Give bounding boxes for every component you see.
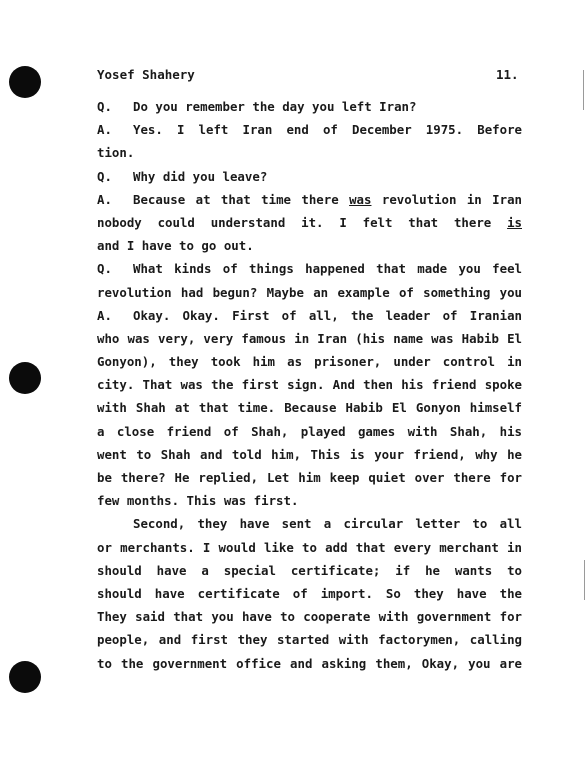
transcript-line: a close friend of Shah, played games with Shah, his: [97, 423, 522, 439]
transcript-line: Q. Do you remember the day you left Iran?: [97, 95, 522, 118]
transcript-line: revolution had begun? Maybe an example of something you: [97, 284, 522, 300]
transcript-line: to the government office and asking them, Okay, you are: [97, 655, 522, 671]
transcript-line: They said that you have to cooperate with government for: [97, 609, 522, 625]
transcript-line: Q. What kinds of things happened that made you feel: [97, 257, 522, 280]
scan-edge-mark: [584, 560, 585, 600]
speaker-label: A.: [97, 122, 112, 138]
transcript-line: tion.: [97, 145, 135, 161]
transcript-line: who was very, very famous in Iran (his name was Habib El: [97, 330, 522, 346]
transcript-line: A. Because at that time there was revolution in Iran: [97, 188, 522, 211]
speaker-label: A.: [97, 191, 112, 207]
binder-hole-top: [9, 66, 41, 98]
transcript-line: people, and first they started with factorymen, calling: [97, 632, 522, 648]
transcript-line: Q. Why did you leave?: [97, 165, 522, 188]
underlined-word: is: [507, 214, 522, 230]
transcript-line: and I have to go out.: [97, 238, 254, 254]
transcript-line: A. Yes. I left Iran end of December 1975. Before: [97, 118, 522, 141]
transcript-line: or merchants. I would like to add that every merchant in: [97, 539, 522, 555]
scan-edge-mark: [583, 70, 584, 110]
transcript-line: with Shah at that time. Because Habib El Gonyon himself: [97, 400, 522, 416]
transcript-line: Second, they have sent a circular letter to all: [133, 516, 522, 532]
transcript-line: Gonyon), they took him as prisoner, under control in: [97, 354, 522, 370]
page-number: 11.: [496, 67, 519, 82]
transcript-line: few months. This was first.: [97, 493, 299, 509]
binder-hole-bottom: [9, 661, 41, 693]
transcript-line: be there? He replied, Let him keep quiet over there for: [97, 470, 522, 485]
speaker-label: Q.: [97, 99, 112, 114]
binder-hole-middle: [9, 362, 41, 394]
transcript-line: went to Shah and told him, This is your friend, why he: [97, 446, 522, 462]
transcript-line: should have a special certificate; if he wants to: [97, 562, 522, 578]
transcript-line: city. That was the first sign. And then his friend spoke: [97, 377, 522, 393]
transcript-line: A. Okay. Okay. First of all, the leader of Iranian: [97, 304, 522, 327]
header-name: Yosef Shahery: [97, 67, 195, 82]
underlined-word: was: [349, 191, 372, 207]
speaker-label: Q.: [97, 261, 112, 277]
transcript-line: should have certificate of import. So they have the: [97, 585, 522, 601]
transcript-line: nobody could understand it. I felt that there is: [97, 214, 522, 230]
transcript-body: [97, 95, 522, 675]
speaker-label: A.: [97, 307, 112, 323]
speaker-label: Q.: [97, 168, 112, 184]
